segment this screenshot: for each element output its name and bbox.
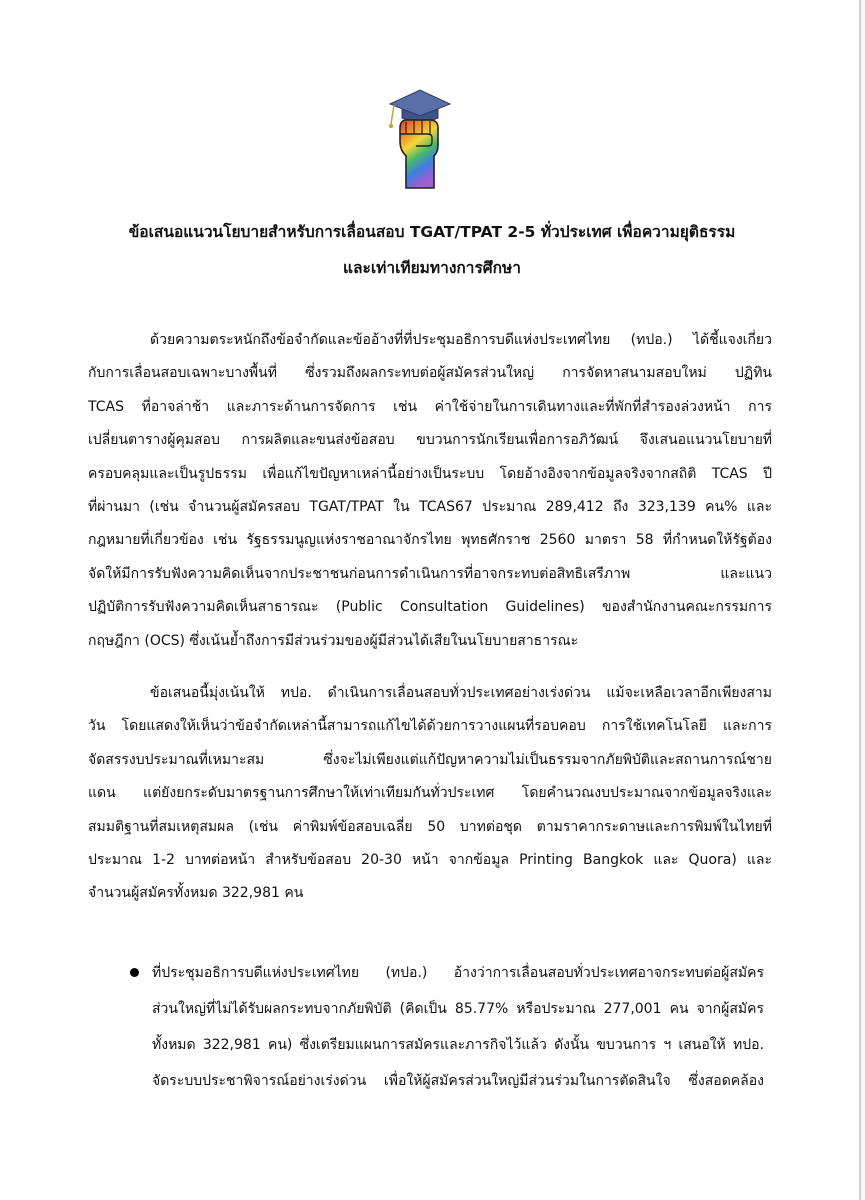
paragraph-line: ประมาณ 1-2 บาทต่อหน้า สำหรับข้อสอบ 20-30 หน้า จากข้อมูล Printing Bangkok และ Quora) และ — [88, 851, 772, 868]
paragraph-1 — [88, 324, 772, 658]
paragraph-line: ปฏิบัติการรับฟังความคิดเห็นสาธารณะ (Public Consultation Guidelines) ของสำนักงานคณะกรรมการ — [88, 599, 772, 616]
bullet-line: ส่วนใหญ่ที่ไม่ได้รับผลกระทบจากภัยพิบัติ (คิดเป็น 85.77% หรือประมาณ 277,001 คน จากผู้สมัคร — [152, 1001, 764, 1017]
paragraph-line: ครอบคลุมและเป็นรูปธรรม เพื่อแก้ไขปัญหาเหล่านี้อย่างเป็นระบบ โดยอ้างอิงจากข้อมูลจริงจากสถิติ TCAS ปี — [88, 465, 772, 482]
paragraph-line: จำนวนผู้สมัครทั้งหมด 322,981 คน — [88, 885, 304, 902]
paragraph-line: จัดสรรงบประมาณที่เหมาะสม ซึ่งจะไม่เพียงแต่แก้ปัญหาความไม่เป็นธรรมจากภัยพิบัติและสถานการณ์ชาย — [88, 751, 772, 768]
paragraph-line: กฎหมายที่เกี่ยวข้อง เช่น รัฐธรรมนูญแห่งราชอาณาจักรไทย พุทธศักราช 2560 มาตรา 58 ที่กำหนดให้รัฐต้อง — [88, 532, 772, 549]
title-line-1: ข้อเสนอแนวนโยบายสำหรับการเลื่อนสอบ TGAT/TPAT 2-5 ทั่วประเทศ เพื่อความยุติธรรม — [128, 223, 736, 241]
document-title — [70, 214, 794, 286]
paragraph-2 — [88, 677, 772, 911]
raised-fist-graduation-cap-logo — [382, 84, 454, 192]
paragraph-line: กับการเลื่อนสอบเฉพาะบางพื้นที่ ซึ่งรวมถึงผลกระทบต่อผู้สมัครส่วนใหญ่ การจัดหาสนามสอบใหม่ ปฏิทิน — [88, 365, 772, 382]
paragraph-line: TCAS ที่อาจล่าช้า และภาระด้านการจัดการ เช่น ค่าใช้จ่ายในการเดินทางและที่พักที่สำรองล่วงหน้า การ — [88, 398, 772, 415]
paragraph-line: จัดให้มีการรับฟังความคิดเห็นจากประชาชนก่อนการดำเนินการที่อาจกระทบต่อสิทธิเสรีภาพ และแนว — [88, 565, 772, 582]
paragraph-line: แดน แต่ยังยกระดับมาตรฐานการศึกษาให้เท่าเทียมกันทั่วประเทศ โดยคำนวณงบประมาณจากข้อมูลจริงและ — [88, 785, 772, 802]
bullet-line: ทั้งหมด 322,981 คน) ซึ่งเตรียมแผนการสมัครและภารกิจไว้แล้ว ดังนั้น ขบวนการ ฯ เสนอให้ ทปอ. — [152, 1037, 764, 1053]
title-line-2: และเท่าเทียมทางการศึกษา — [343, 259, 521, 277]
paragraph-line: ด้วยความตระหนักถึงข้อจำกัดและข้ออ้างที่ที่ประชุมอธิการบดีแห่งประเทศไทย (ทปอ.) ได้ชี้แจงเกี่ยว — [150, 332, 772, 348]
bullet-line: จัดระบบประชาพิจารณ์อย่างเร่งด่วน เพื่อให้ผู้สมัครส่วนใหญ่มีส่วนร่วมในการตัดสินใจ ซึ่งสอดคล้อง — [152, 1073, 764, 1089]
paragraph-line: กฤษฎีกา (OCS) ซึ่งเน้นย้ำถึงการมีส่วนร่วมของผู้มีส่วนได้เสียในนโยบายสาธารณะ — [88, 632, 579, 649]
paragraph-line: ที่ผ่านมา (เช่น จำนวนผู้สมัครสอบ TGAT/TPAT ใน TCAS67 ประมาณ 289,412 ถึง 323,139 คน% และ — [88, 498, 772, 515]
bullet-line: ที่ประชุมอธิการบดีแห่งประเทศไทย (ทปอ.) อ้างว่าการเลื่อนสอบทั่วประเทศอาจกระทบต่อผู้สมัคร — [152, 965, 764, 981]
paragraph-line: สมมติฐานที่สมเหตุสมผล (เช่น ค่าพิมพ์ข้อสอบเฉลี่ย 50 บาทต่อชุด ตามราคากระดาษและการพิมพ์ในไทยที่ — [88, 818, 772, 835]
paragraph-line: ข้อเสนอนี้มุ่งเน้นให้ ทปอ. ดำเนินการเลื่อนสอบทั่วประเทศอย่างเร่งด่วน แม้จะเหลือเวลาอีกเพียงสาม — [150, 685, 772, 701]
paragraph-line: วัน โดยแสดงให้เห็นว่าข้อจำกัดเหล่านี้สามารถแก้ไขได้ด้วยการวางแผนที่รอบคอบ การใช้เทคโนโลยี และการ — [88, 718, 772, 735]
bullet-item-1 — [124, 955, 764, 1099]
paragraph-line: เปลี่ยนตารางผู้คุมสอบ การผลิตและขนส่งข้อสอบ ขบวนการนักเรียนเพื่อการอภิวัฒน์ จึงเสนอแนวนโยบายที่ — [88, 432, 772, 449]
